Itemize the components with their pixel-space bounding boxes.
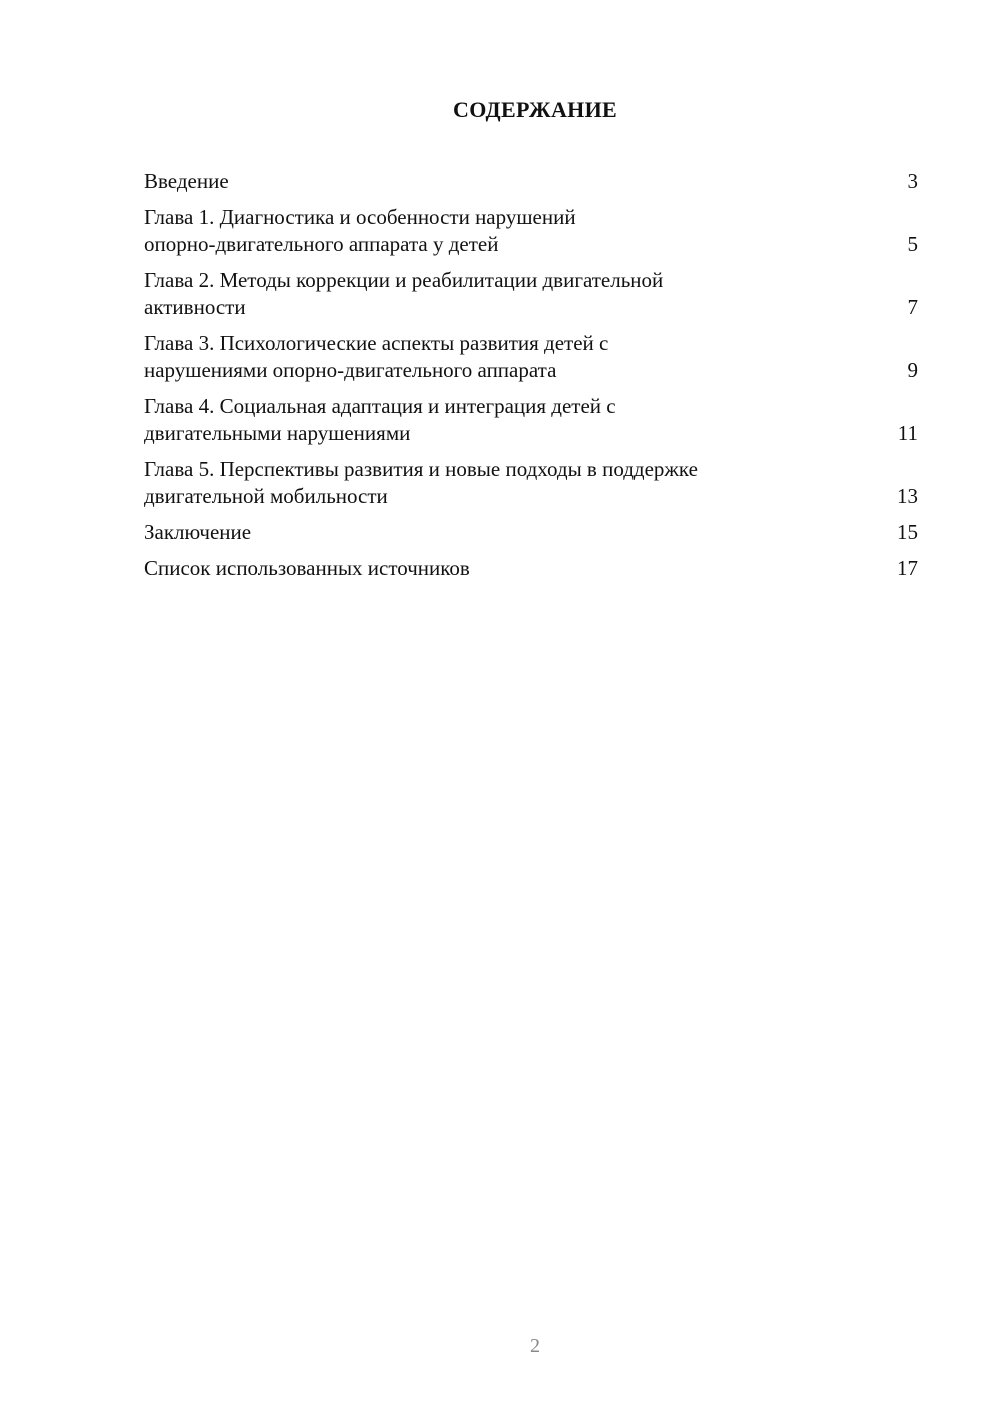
toc-entry-text: Глава 5. Перспективы развития и новые подходы в поддержке двигательной мобильности bbox=[144, 457, 698, 508]
toc-entry-chapter-5 bbox=[144, 456, 918, 510]
toc-entry-page: 5 bbox=[907, 232, 918, 256]
toc-entry-chapter-3 bbox=[144, 330, 918, 384]
toc-entry-conclusion bbox=[144, 519, 918, 546]
toc-entry-page: 7 bbox=[907, 295, 918, 319]
toc-entry-page: 17 bbox=[897, 556, 918, 580]
toc-entry-text: Введение bbox=[144, 169, 229, 193]
toc-entry-text: Глава 2. Методы коррекции и реабилитации двигательной активности bbox=[144, 268, 664, 319]
toc-entry-references bbox=[144, 555, 918, 582]
toc-entry-page: 3 bbox=[907, 169, 918, 193]
toc-entry-chapter-1 bbox=[144, 204, 918, 258]
toc-entry-page: 13 bbox=[897, 484, 918, 508]
toc-entry-text: Глава 4. Социальная адаптация и интеграция детей с двигательными нарушениями bbox=[144, 394, 616, 445]
toc-entry-chapter-2 bbox=[144, 267, 918, 321]
table-of-contents bbox=[144, 168, 918, 591]
toc-entry-introduction bbox=[144, 168, 918, 195]
page-number: 2 bbox=[530, 1335, 540, 1357]
toc-entry-page: 15 bbox=[897, 520, 918, 544]
page-title: СОДЕРЖАНИЕ bbox=[453, 97, 617, 122]
toc-entry-text: Глава 3. Психологические аспекты развития детей с нарушениями опорно-двигательного аппарата bbox=[144, 331, 609, 382]
toc-entry-page: 9 bbox=[907, 358, 918, 382]
toc-entry-text: Глава 1. Диагностика и особенности нарушений опорно-двигательного аппарата у детей bbox=[144, 205, 576, 256]
toc-entry-page: 11 bbox=[897, 421, 918, 445]
toc-entry-chapter-4 bbox=[144, 393, 918, 447]
toc-entry-text: Заключение bbox=[144, 520, 252, 544]
toc-entry-text: Список использованных источников bbox=[144, 556, 470, 580]
